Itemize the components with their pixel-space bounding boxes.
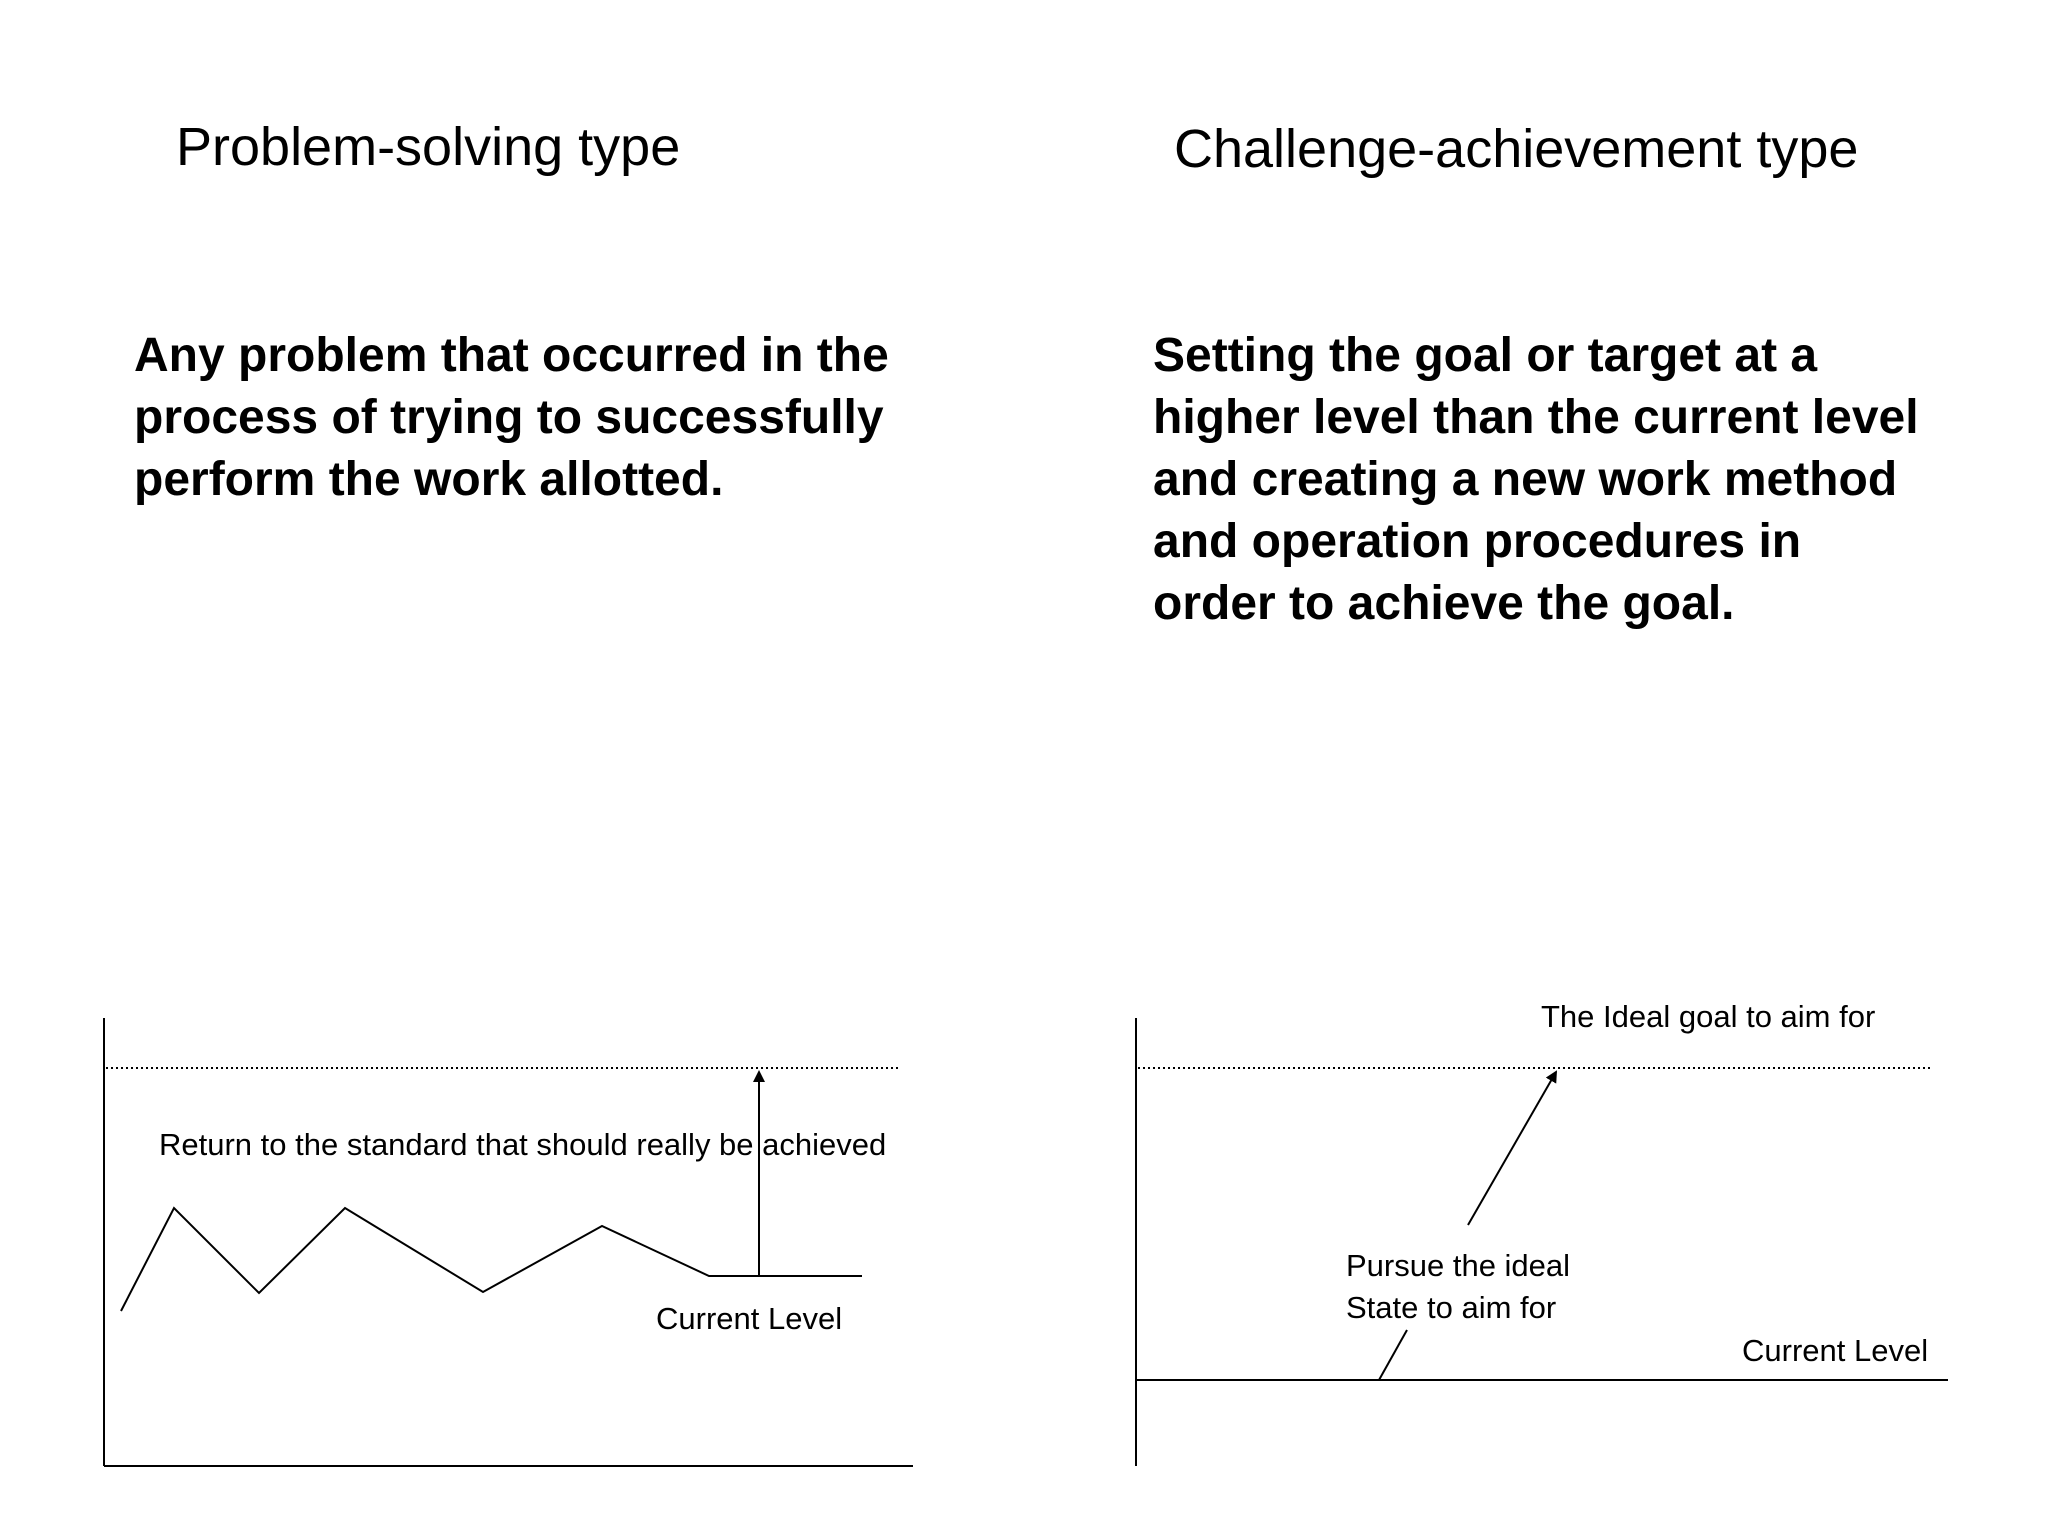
left-diagram (104, 1018, 913, 1466)
right-description: Setting the goal or target at a higher level than the current level and creating a new work method and operation procedures in order to achieve the goal. (1153, 329, 1919, 630)
right-title: Challenge-achievement type (1174, 119, 1859, 179)
right-pursue-label-leader (1379, 1330, 1407, 1380)
left-current-level-label: Current Level (656, 1301, 843, 1336)
left-arrow-label: Return to the standard that should really be achieved (159, 1127, 887, 1162)
right-current-level-label: Current Level (1742, 1333, 1929, 1368)
left-fluctuating-level-line (121, 1208, 862, 1311)
left-title: Problem-solving type (176, 117, 681, 177)
right-pursue-label-line2: State to aim for (1346, 1290, 1557, 1325)
right-pursue-arrow (1468, 1072, 1556, 1225)
right-diagram (1136, 999, 1948, 1466)
right-pursue-label-line1: Pursue the ideal (1346, 1248, 1571, 1283)
right-goal-label: The Ideal goal to aim for (1541, 999, 1876, 1034)
left-description: Any problem that occurred in the process of trying to successfully perform the work allotted. (134, 329, 889, 506)
